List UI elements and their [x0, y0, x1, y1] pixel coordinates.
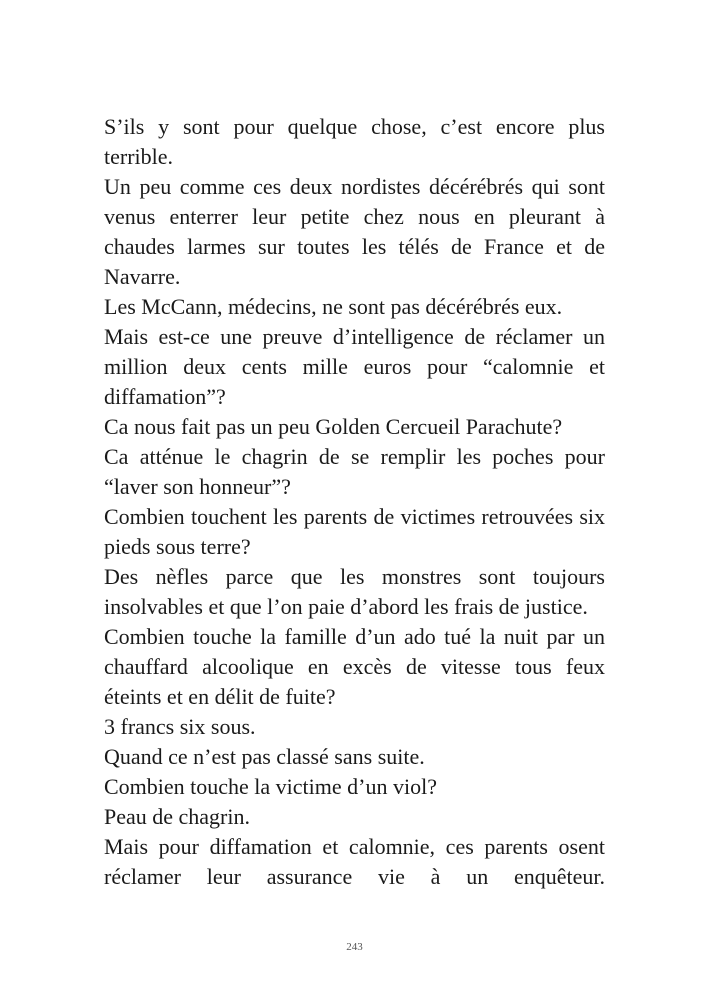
body-text — [104, 112, 605, 892]
paragraph-13: Peau de chagrin. — [104, 804, 250, 829]
paragraph-9: Combien touche la famille d’un ado tué la nuit par un chauffard alcoolique en excès de vitesse tous feux éteints et en délit de fuite? — [104, 624, 605, 709]
paragraph-12: Combien touche la victime d’un viol? — [104, 774, 437, 799]
paragraph-7: Combien touchent les parents de victimes retrouvées six pieds sous terre? — [104, 504, 605, 559]
page-number: 243 — [346, 941, 363, 953]
paragraph-1: S’ils y sont pour quelque chose, c’est encore plus terrible. — [104, 114, 605, 169]
paragraph-4: Mais est-ce une preuve d’intelligence de réclamer un million deux cents mille euros pour “calomnie et diffamation”? — [104, 324, 605, 409]
paragraph-5: Ca nous fait pas un peu Golden Cercueil Parachute? — [104, 414, 563, 439]
paragraph-3: Les McCann, médecins, ne sont pas décérébrés eux. — [104, 294, 563, 319]
paragraph-6: Ca atténue le chagrin de se remplir les poches pour “laver son honneur”? — [104, 444, 605, 499]
paragraph-14: Mais pour diffamation et calomnie, ces parents osent réclamer leur assurance vie à un enquêteur. — [104, 834, 605, 889]
paragraph-8: Des nèfles parce que les monstres sont toujours insolvables et que l’on paie d’abord les frais de justice. — [104, 564, 605, 619]
paragraph-10: 3 francs six sous. — [104, 714, 256, 739]
paragraph-2: Un peu comme ces deux nordistes décérébrés qui sont venus enterrer leur petite chez nous en pleurant à chaudes larmes sur toutes les télés de France et de Navarre. — [104, 174, 605, 289]
paragraph-11: Quand ce n’est pas classé sans suite. — [104, 744, 425, 769]
